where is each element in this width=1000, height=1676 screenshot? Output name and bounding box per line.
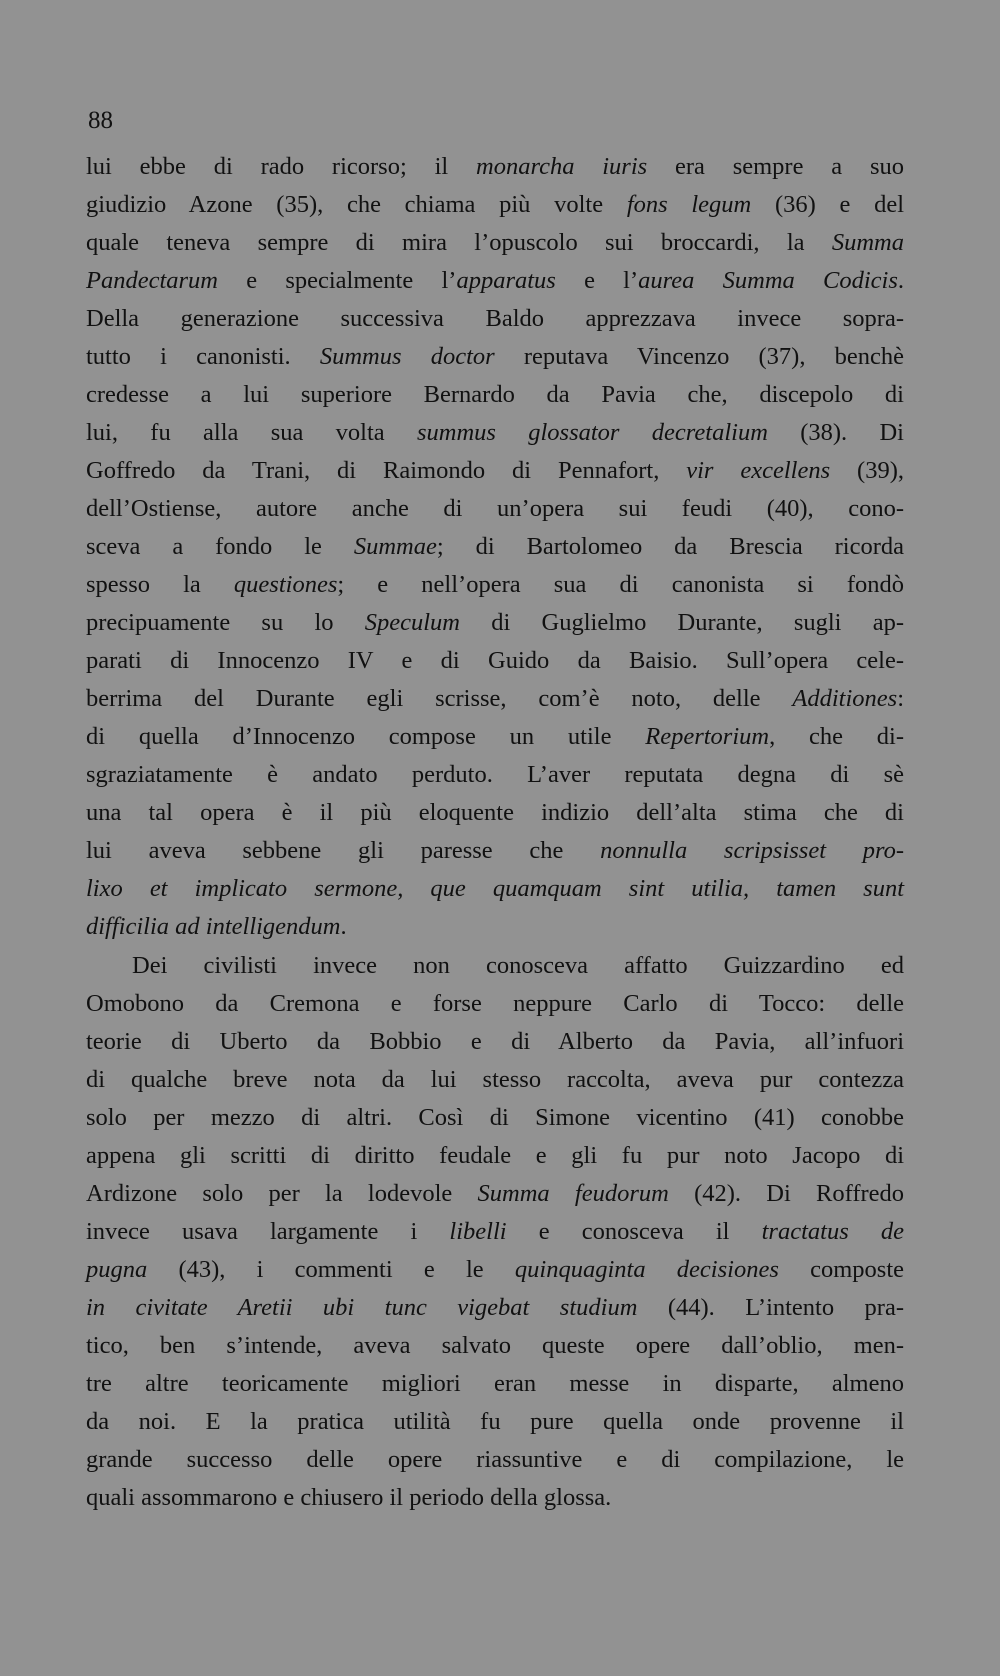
text-line: in civitate Aretii ubi tunc vigebat studium (44). L’intento pra- <box>86 1294 904 1321</box>
text-line: Ardizone solo per la lodevole Summa feudorum (42). Di Roffredo <box>86 1180 905 1207</box>
text-line: precipuamente su lo Speculum di Guglielmo Durante, sugli ap- <box>86 609 904 636</box>
text-line: di quella d’Innocenzo compose un utile Repertorium, che di- <box>86 723 904 750</box>
text-line: Goffredo da Trani, di Raimondo di Pennafort, vir excellens (39), <box>86 457 904 484</box>
text-line: Della generazione successiva Baldo apprezzava invece sopra- <box>86 305 904 332</box>
text-line: tico, ben s’intende, aveva salvato queste opere dall’oblio, men- <box>86 1332 904 1359</box>
text-line: Omobono da Cremona e forse neppure Carlo di Tocco: delle <box>86 990 904 1017</box>
text-line: quali assommarono e chiusero il periodo della glossa. <box>86 1484 612 1511</box>
text-line: pugna (43), i commenti e le quinquaginta decisiones composte <box>86 1256 905 1283</box>
text-line: lui aveva sebbene gli paresse che nonnulla scripsisset pro- <box>86 837 904 864</box>
text-line: Pandectarum e specialmente l’apparatus e l’aurea Summa Codicis. <box>86 267 905 294</box>
text-line: tre altre teoricamente migliori eran messe in disparte, almeno <box>86 1370 904 1397</box>
text-line: parati di Innocenzo IV e di Guido da Baisio. Sull’opera cele- <box>86 647 904 674</box>
text-line: lui, fu alla sua volta summus glossator decretalium (38). Di <box>86 419 904 446</box>
text-line: tutto i canonisti. Summus doctor reputava Vincenzo (37), benchè <box>86 343 904 370</box>
text-line: difficilia ad intelligendum. <box>86 913 347 940</box>
text-line: solo per mezzo di altri. Così di Simone vicentino (41) conobbe <box>86 1104 904 1131</box>
text-line: teorie di Uberto da Bobbio e di Alberto da Pavia, all’infuori <box>86 1028 904 1055</box>
page-number: 88 <box>88 107 113 134</box>
text-line: berrima del Durante egli scrisse, com’è noto, delle Additiones: <box>86 685 904 712</box>
paragraph <box>86 947 904 1517</box>
text-line: dell’Ostiense, autore anche di un’opera sui feudi (40), cono- <box>86 495 904 522</box>
text-line: sgraziatamente è andato perduto. L’aver reputata degna di sè <box>86 761 904 788</box>
text-line: di qualche breve nota da lui stesso raccolta, aveva pur contezza <box>86 1066 904 1093</box>
text-line: appena gli scritti di diritto feudale e gli fu pur noto Jacopo di <box>86 1142 904 1169</box>
text-line: una tal opera è il più eloquente indizio dell’alta stima che di <box>86 799 904 826</box>
text-line: spesso la questiones; e nell’opera sua di canonista si fondò <box>86 571 904 598</box>
paragraph <box>86 148 904 946</box>
text-line: lui ebbe di rado ricorso; il monarcha iuris era sempre a suo <box>86 153 904 180</box>
text-line: da noi. E la pratica utilità fu pure quella onde provenne il <box>86 1408 904 1435</box>
text-line: Dei civilisti invece non conosceva affatto Guizzardino ed <box>132 952 904 979</box>
text-line: sceva a fondo le Summae; di Bartolomeo da Brescia ricorda <box>86 533 904 560</box>
text-line: quale teneva sempre di mira l’opuscolo sui broccardi, la Summa <box>86 229 904 256</box>
text-line: giudizio Azone (35), che chiama più volte fons legum (36) e del <box>86 191 905 218</box>
text-line: invece usava largamente i libelli e conosceva il tractatus de <box>86 1218 904 1245</box>
text-line: credesse a lui superiore Bernardo da Pavia che, discepolo di <box>86 381 904 408</box>
text-line: grande successo delle opere riassuntive e di compilazione, le <box>86 1446 904 1473</box>
body-text <box>86 148 904 1517</box>
text-line: lixo et implicato sermone, que quamquam sint utilia, tamen sunt <box>86 875 904 902</box>
